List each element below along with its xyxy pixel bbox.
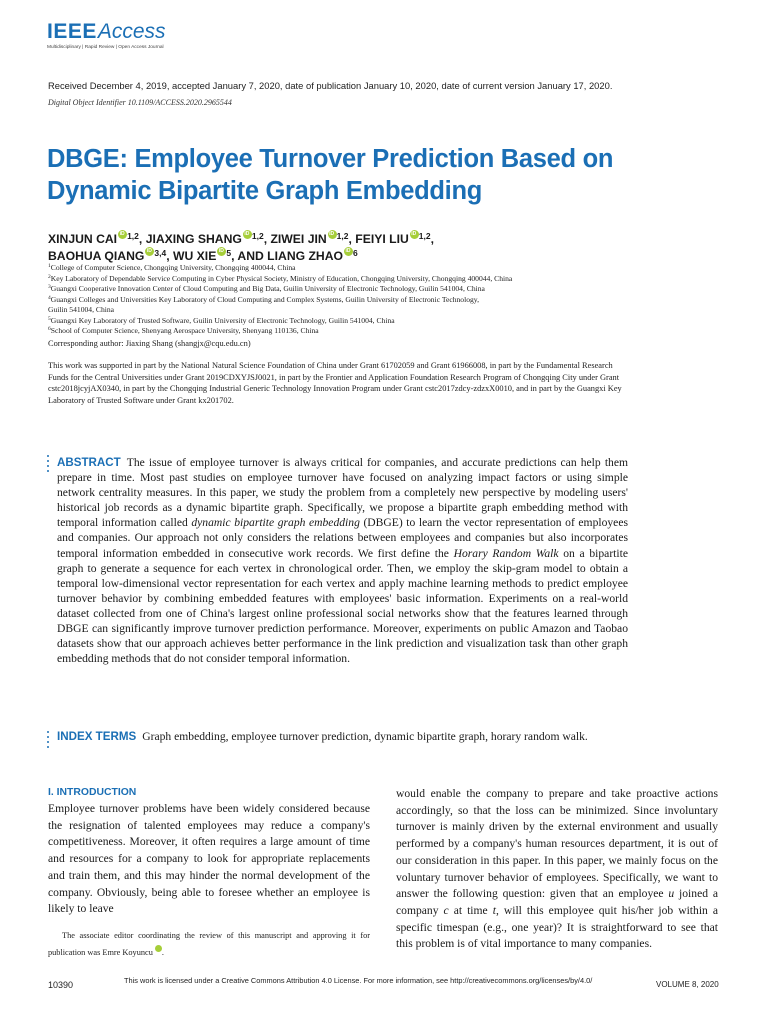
orcid-icon[interactable] xyxy=(118,230,127,239)
journal-logo xyxy=(47,21,166,50)
intro-left-column: Employee turnover problems have been widely considered because the resignation of talented employees may reduce a company's competitiveness. Moreover, it often requires a large amount of time and resources for a company to look for appropriate replacements and train them, and this may hinder the normal development of the company. Obviously, being able to foresee whether an employee is likely to leave xyxy=(48,802,370,916)
affiliation: Guilin 541004, China xyxy=(48,305,115,314)
paper-title xyxy=(47,143,727,207)
abstract-heading: ABSTRACT xyxy=(57,456,121,469)
index-terms: INDEX TERMS Graph embedding, employee turnover prediction, dynamic bipartite graph, horary random walk. xyxy=(57,730,588,743)
section-heading-introduction: I. INTRODUCTION xyxy=(48,787,137,798)
intro-right-column: would enable the company to prepare and take proactive actions accordingly, so that the loss can be minimized. Since involuntary turnover is mainly driven by the external environment and usually performed by a company's human resources department, it is out of our consideration in this paper. In this paper, we mainly focus on the voluntary turnover behavior of employees. Specifically, we want to answer the following question: given that an employee u joined a company c at time t, will this employee quit his/her job within a specific timespan (e.g., one year)? It is straightforward to see that this problem is of vital importance to many companies. xyxy=(396,787,718,951)
affiliation: $^6$School of Computer Science, Shenyang Aerospace University, Shenyang 110136, China xyxy=(48,326,319,335)
affiliation: $^3$Guangxi Cooperative Innovation Center of Cloud Computing and Big Data, Guilin University of Electronic Technology, Guilin 541004, China xyxy=(48,284,485,293)
orcid-icon[interactable] xyxy=(328,230,337,239)
author: BAOHUA QIANGiD $^{3,4}$, xyxy=(48,249,173,263)
author: XINJUN CAIiD $^{1,2}$, xyxy=(48,232,146,246)
abstract-marker xyxy=(47,455,50,475)
index-terms-heading: INDEX TERMS xyxy=(57,730,137,743)
author: FEIYI LIUiD $^{1,2}$, xyxy=(355,232,434,246)
orcid-icon[interactable] xyxy=(243,230,252,239)
affiliation: $^4$Guangxi Colleges and Universities Key Laboratory of Cloud Computing and Complex Systems, Guilin University of Electronic Technology, xyxy=(48,294,479,304)
doi: Digital Object Identifier 10.1109/ACCESS.2020.2965544 xyxy=(48,98,232,107)
logo-ieee: IEEE xyxy=(47,20,97,43)
author-list xyxy=(48,230,728,264)
logo-tagline: Multidisciplinary | Rapid Review | Open Access Journal xyxy=(47,45,164,50)
affiliation: $^5$Guangxi Key Laboratory of Trusted Software, Guilin University of Electronic Technology, Guilin 541004, China xyxy=(48,315,395,325)
affiliation: $^1$College of Computer Science, Chongqing University, Chongqing 400044, China xyxy=(48,263,296,272)
license-notice[interactable]: This work is licensed under a Creative Commons Attribution 4.0 License. For more information, see http://creativecommons.org/licenses/by/4.0/ xyxy=(124,976,593,985)
received-dates: Received December 4, 2019, accepted January 7, 2020, date of publication January 10, 2020, date of current version January 17, 2020. xyxy=(48,80,613,91)
page-number: 10390 xyxy=(48,980,74,990)
orcid-icon[interactable] xyxy=(217,247,226,256)
index-terms-marker xyxy=(47,731,50,751)
volume-label: VOLUME 8, 2020 xyxy=(656,980,719,989)
editor-footnote: The associate editor coordinating the review of this manuscript and approving it for publication was Emre Koyuncu . xyxy=(48,931,370,957)
orcid-icon[interactable] xyxy=(344,247,353,256)
author: ZIWEI JINiD $^{1,2}$, xyxy=(270,232,355,246)
affiliations xyxy=(48,263,728,337)
affiliation: $^2$Key Laboratory of Dependable Service Computing in Cyber Physical Society, Ministry of Education, Chongqing University, Chongqing 400044, China xyxy=(48,273,513,283)
title-line-2: Dynamic Bipartite Graph Embedding xyxy=(47,177,483,205)
author: JIAXING SHANGiD $^{1,2}$, xyxy=(146,232,271,246)
funding-statement: This work was supported in part by the National Natural Science Foundation of China under Grant 61702059 and Grant 61966008, in part by the Fundamental Research Funds for the Central Universities under Grant 2019CDXYJSJ0021, in part by the Frontier and Application Foundation Research Program of Chongqing City under Grant cstc2018jcyjAX0340, in part by the Chongqing Industrial Generic Technology Innovation Program under Grant cstc2017zdcy-zdzxX0010, and in part by the Guangxi Key Laboratory of Trusted Software under Grant kx201702. xyxy=(48,361,622,406)
author: AND LIANG ZHAOiD $^6$ xyxy=(237,249,357,263)
abstract: ABSTRACT The issue of employee turnover is always critical for companies, and accurate predictions can help them prepare in time. Most past studies on employee turnover have focused on analyzing impact factors or using simple network centrality measures. In this paper, we study the problem from a completely new perspective by modeling users' historical job records as a dynamic bipartite graph. Specifically, we propose a bipartite graph embedding method with temporal information called dynamic bipartite graph embedding (DBGE) to learn the vector representation of employees and companies. Our approach not only considers the relations between employees and companies but also incorporates temporal information embedded in consecutive work records. We first define the Horary Random Walk on a bipartite graph to generate a sequence for each vertex in chronological order. Then, we employ the skip-gram model to obtain a temporal low-dimensional vector representation for each vertex and apply machine learning methods to predict employee turnover behavior by combining embedded features with employees' basic information. Experiments on a real-world dataset collected from one of China's largest online professional social networks show that the features learned through DBGE can significantly improve turnover prediction performance. Moreover, experiments on public Amazon and Taobao datasets show that our approach achieves better performance in the link prediction and visualization task than other graph embedding methods that do not consider temporal information. xyxy=(57,456,628,666)
author: WU XIEiD $^5$, xyxy=(173,249,237,263)
title-line-1: DBGE: Employee Turnover Prediction Based on xyxy=(47,145,614,173)
orcid-icon[interactable] xyxy=(155,945,162,952)
orcid-icon[interactable] xyxy=(410,230,419,239)
logo-access: Access xyxy=(97,20,166,43)
corresponding-author: Corresponding author: Jiaxing Shang (shangjx@cqu.edu.cn) xyxy=(48,339,251,348)
